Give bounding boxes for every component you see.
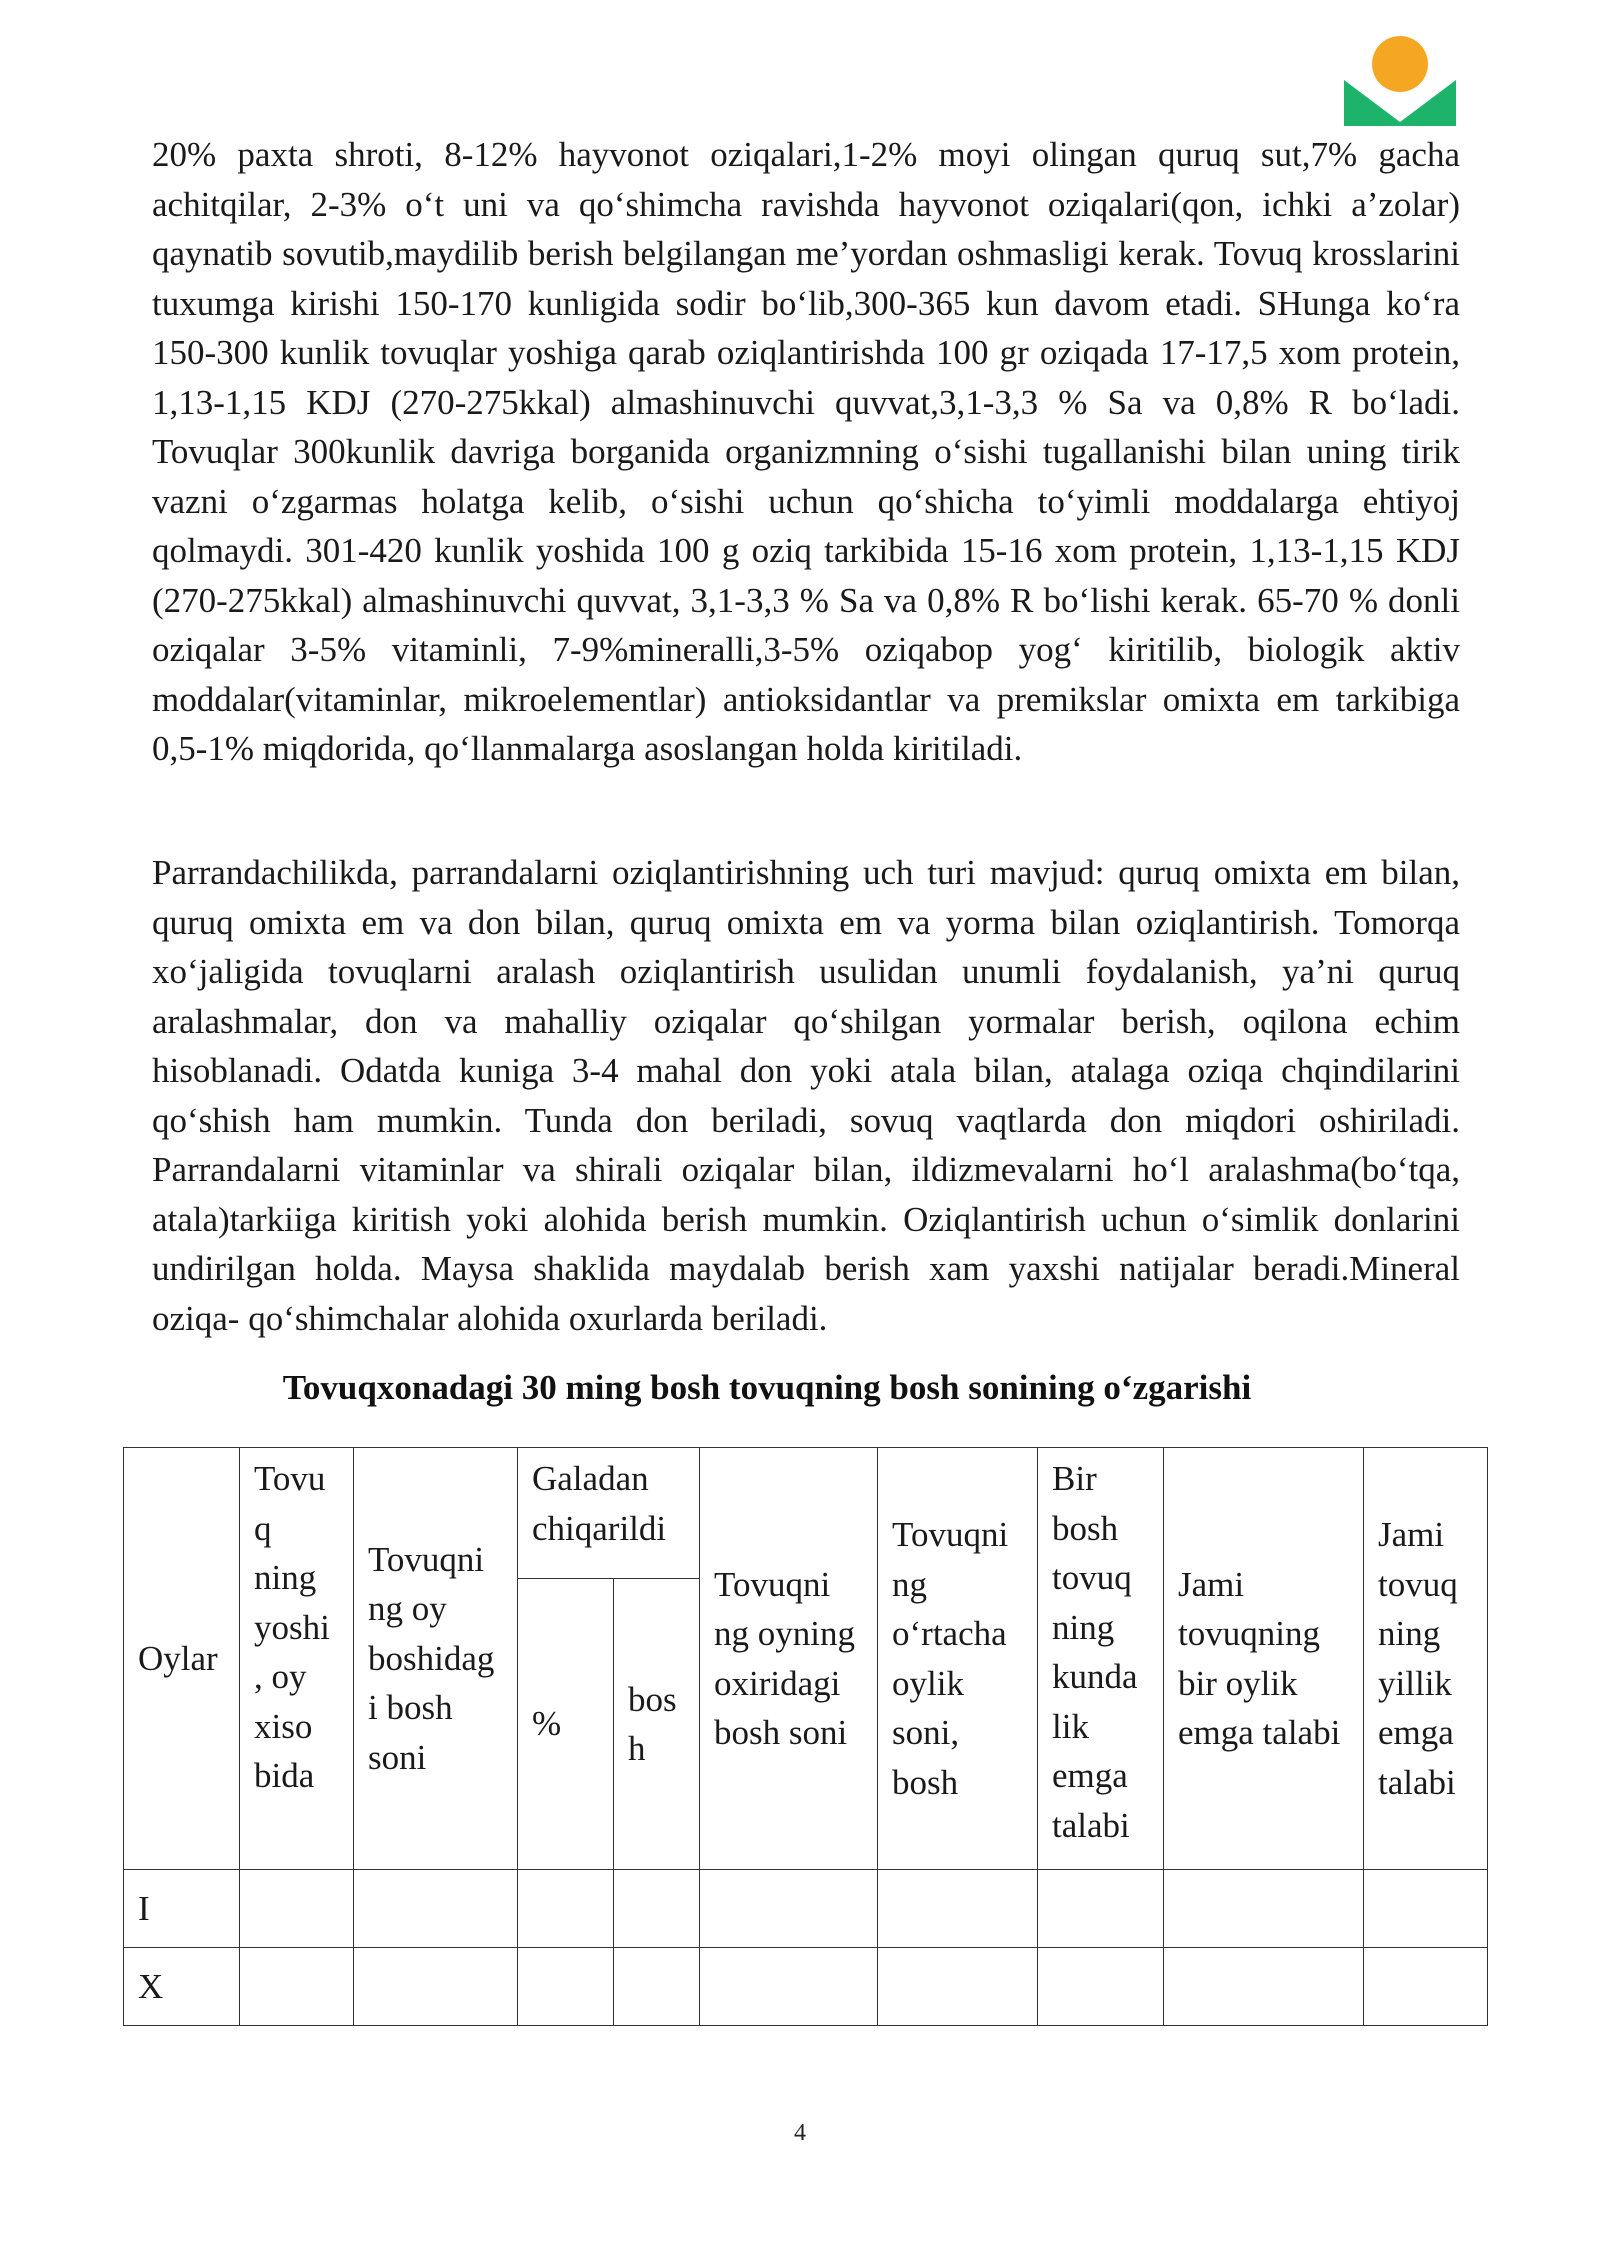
table-cell: [700, 1948, 878, 2026]
header-yearly-feed: Jami tovuq ning yillik emga talabi: [1364, 1448, 1488, 1870]
table-cell: [354, 1948, 518, 2026]
body-paragraph-2: Parrandachilikda, parrandalarni oziqlantirishning uch turi mavjud: quruq omixta em bilan, quruq omixta em va don bilan, quruq omixta em va yorma bilan oziqlantirish. Tomorqa xo‘jaligida tovuqlarni aralash oziqlantirish usulidan unumli foydalanish, ya’ni quruq aralashmalar, don va mahalliy oziqalar qo‘shilgan yormalar berish, oqilona echim hisoblanadi. Odatda kuniga 3-4 mahal don yoki atala bilan, atalaga oziqa chqindilarini qo‘shish ham mumkin. Tunda don beriladi, sovuq vaqtlarda don miqdori oshiriladi. Parrandalarni vitaminlar va shirali oziqalar bilan, ildizmevalarni ho‘l aralashma(bo‘tqa, atala)tarkiiga kiritish yoki alohida berish mumkin. Oziqlantirish uchun o‘simlik donlarini undirilgan holda. Maysa shaklida maydalab berish xam yaxshi natijalar beradi.Mineral oziqa- qo‘shimchalar alohida oxurlarda beriladi.: [152, 853, 1460, 1338]
table-cell: [614, 1870, 700, 1948]
table-header-row: [124, 1448, 1488, 1579]
sun-over-hills-logo: [1340, 34, 1460, 130]
header-culled-percent: %: [518, 1579, 614, 1870]
header-months: Oylar: [124, 1448, 240, 1870]
header-daily-feed: Bir bosh tovuq ning kunda lik emga talabi: [1038, 1448, 1164, 1870]
table-row: [124, 1870, 1488, 1948]
header-start-count: Tovuqni ng oy boshidag i bosh soni: [354, 1448, 518, 1870]
page-number: 4: [794, 2120, 806, 2146]
table-cell: [1164, 1948, 1364, 2026]
herd-change-table: [123, 1447, 1488, 2026]
table-cell: [240, 1948, 354, 2026]
header-monthly-feed: Jami tovuqning bir oylik emga talabi: [1164, 1448, 1364, 1870]
table-cell: [878, 1948, 1038, 2026]
row-month: I: [124, 1870, 240, 1948]
table-cell: [240, 1870, 354, 1948]
table-cell: [1038, 1948, 1164, 2026]
table-cell: [878, 1870, 1038, 1948]
header-avg-count: Tovuqni ng o‘rtacha oylik soni, bosh: [878, 1448, 1038, 1870]
header-culled-head: bos h: [614, 1579, 700, 1870]
header-culled: Galadan chiqarildi: [518, 1448, 700, 1579]
table-cell: [518, 1870, 614, 1948]
table-cell: [1364, 1948, 1488, 2026]
table-cell: [700, 1870, 878, 1948]
table-cell: [1038, 1870, 1164, 1948]
row-month: X: [124, 1948, 240, 2026]
header-age: Tovu q ning yoshi , oy xiso bida: [240, 1448, 354, 1870]
table-cell: [518, 1948, 614, 2026]
body-paragraph-1: 20% paxta shroti, 8-12% hayvonot oziqalari,1-2% moyi olingan quruq sut,7% gacha achitqilar, 2-3% o‘t uni va qo‘shimcha ravishda hayvonot oziqalari(qon, ichki a’zolar) qaynatib sovutib,maydilib berish belgilangan me’yordan oshmasligi kerak. Tovuq krosslarini tuxumga kirishi 150-170 kunligida sodir bo‘lib,300-365 kun davom etadi. SHunga ko‘ra 150-300 kunlik tovuqlar yoshiga qarab oziqlantirishda 100 gr oziqada 17-17,5 xom protein, 1,13-1,15 KDJ (270-275kkal) almashinuvchi quvvat,3,1-3,3 % Sa va 0,8% R bo‘ladi. Tovuqlar 300kunlik davriga borganida organizmning o‘sishi tugallanishi bilan uning tirik vazni o‘zgarmas holatga kelib, o‘sishi uchun qo‘shicha to‘yimli moddalarga ehtiyoj qolmaydi. 301-420 kunlik yoshida 100 g oziq tarkibida 15-16 xom protein, 1,13-1,15 KDJ (270-275kkal) almashinuvchi quvvat, 3,1-3,3 % Sa va 0,8% R bo‘lishi kerak. 65-70 % donli oziqalar 3-5% vitaminli, 7-9%mineralli,3-5% oziqabop yog‘ kiritilib, biologik aktiv moddalar(vitaminlar, mikroelementlar) antioksidantlar va premikslar omixta em tarkibiga 0,5-1% miqdorida, qo‘llanmalarga asoslangan holda kiritiladi.: [152, 135, 1460, 768]
table-row: [124, 1948, 1488, 2026]
table-cell: [614, 1948, 700, 2026]
table-cell: [1364, 1870, 1488, 1948]
logo-sun: [1372, 36, 1428, 92]
header-end-count: Tovuqni ng oyning oxiridagi bosh soni: [700, 1448, 878, 1870]
table-cell: [354, 1870, 518, 1948]
table-cell: [1164, 1870, 1364, 1948]
table-title: Tovuqxonadagi 30 ming bosh tovuqning bosh sonining o‘zgarishi: [282, 1368, 1252, 1407]
